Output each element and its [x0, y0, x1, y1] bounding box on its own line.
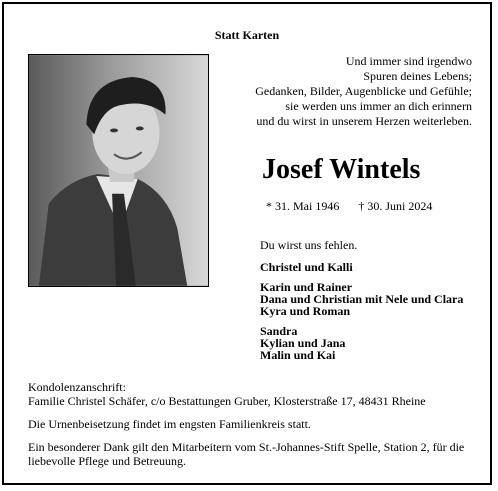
mourner-group — [260, 261, 463, 273]
mourner-line: Kyra und Roman — [260, 304, 351, 318]
condolence-address: Familie Christel Schäfer, c/o Bestattungen Gruber, Klosterstraße 17, 48431 Rheine — [28, 394, 426, 408]
poem-line: Spuren deines Lebens; — [363, 69, 472, 83]
mourner-line: Sandra — [260, 324, 298, 338]
portrait-photo — [28, 54, 209, 287]
deceased-name: Josef Wintels — [262, 154, 421, 185]
obituary-notice — [2, 2, 492, 485]
portrait-photo-icon — [29, 55, 208, 286]
mourner-group — [260, 281, 463, 317]
farewell-line: Du wirst uns fehlen. — [260, 238, 358, 252]
mourner-line: Karin und Rainer — [260, 280, 353, 294]
death-date: † 30. Juni 2024 — [358, 199, 433, 213]
poem-line: Und immer sind irgendwo — [345, 54, 472, 68]
mourner-line: Malin und Kai — [260, 348, 336, 362]
mourners-list — [260, 261, 463, 369]
thanks-note: Ein besonderer Dank gilt den Mitarbeitern vom St.-Johannes-Stift Spelle, Station 2, für die liebevolle Pflege und Betreuung. — [28, 440, 465, 468]
condolence-label: Kondolenzanschrift: — [28, 380, 126, 394]
urn-note: Die Urnenbeisetzung findet im engsten Familienkreis statt. — [28, 417, 311, 431]
poem-line: und du wirst in unserem Herzen weiterleben. — [256, 114, 472, 128]
poem — [212, 54, 472, 129]
mourner-line: Kylian und Jana — [260, 336, 346, 350]
poem-line: sie werden uns immer an dich erinnern — [285, 99, 472, 113]
header-title: Statt Karten — [214, 28, 280, 42]
condolence-block — [28, 380, 480, 408]
birth-date: * 31. Mai 1946 — [266, 199, 340, 213]
life-dates — [266, 199, 432, 214]
mourner-line: Dana und Christian mit Nele und Clara — [260, 292, 464, 306]
footer-notes — [28, 380, 480, 477]
mourner-group — [260, 325, 463, 361]
mourner-line: Christel und Kalli — [260, 260, 353, 274]
poem-line: Gedanken, Bilder, Augenblicke und Gefühle; — [255, 84, 472, 98]
